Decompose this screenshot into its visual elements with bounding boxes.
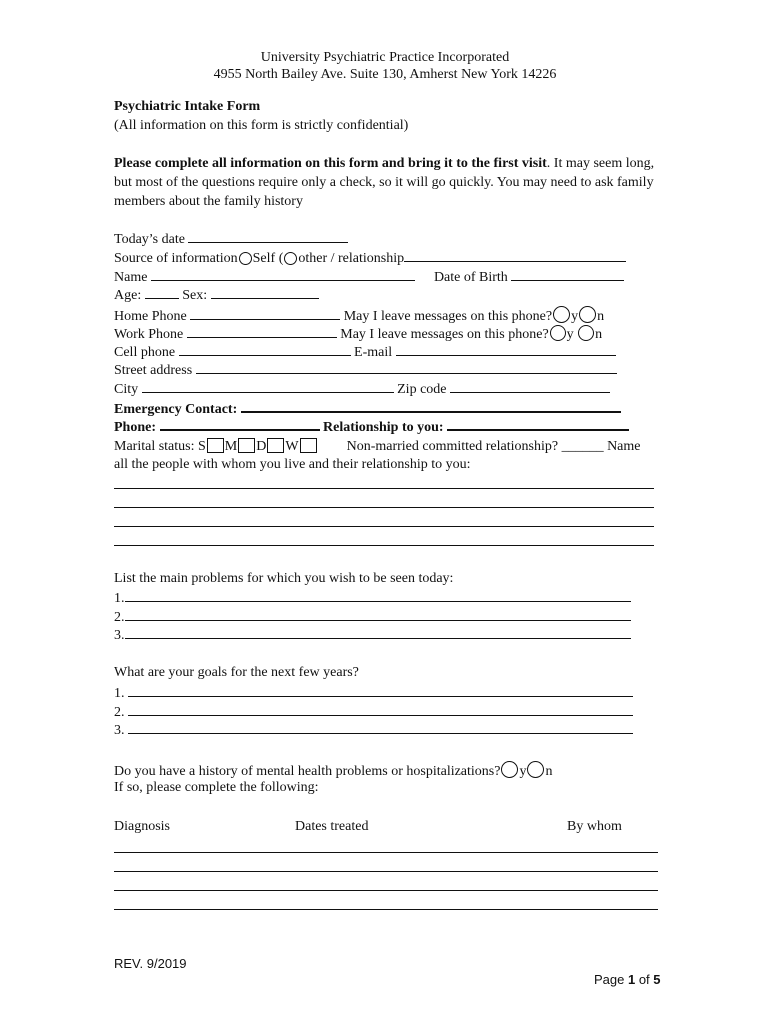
page-prefix: Page — [594, 972, 628, 987]
street-row — [114, 362, 617, 379]
cell-phone-label: Cell phone — [114, 345, 176, 360]
problems-prompt: List the main problems for which you wish to be seen today: — [114, 571, 454, 586]
work-msg-yes-label: y — [566, 327, 574, 342]
goal-field-2[interactable] — [128, 704, 633, 716]
home-msg-no-radio[interactable] — [579, 306, 596, 323]
emergency-relationship-field[interactable] — [447, 418, 629, 431]
live-with-line-3[interactable] — [114, 526, 654, 527]
marital-label: Marital status: S — [114, 439, 206, 454]
problem-field-2[interactable] — [125, 609, 631, 621]
name-field[interactable] — [151, 269, 415, 281]
problem-number-3: 3. — [114, 628, 125, 643]
email-field[interactable] — [396, 344, 616, 356]
home-msg-label: May I leave messages on this phone? — [343, 309, 553, 324]
history-no-label: n — [545, 764, 553, 779]
intro-line-2: but most of the questions require only a check, so it will go quickly. You may need to ask family — [114, 175, 654, 190]
cell-email-row — [114, 344, 616, 361]
dob-label: Date of Birth — [433, 270, 508, 285]
page-of: of — [635, 972, 654, 987]
problem-item-3 — [114, 627, 631, 644]
page-current: 1 — [627, 972, 636, 987]
work-phone-row — [114, 325, 602, 343]
history-yes-radio[interactable] — [501, 761, 518, 778]
emergency-row — [114, 400, 621, 418]
marital-w-label: W — [285, 439, 299, 454]
source-row — [114, 250, 626, 267]
home-phone-label: Home Phone — [114, 309, 187, 324]
other-radio[interactable] — [284, 252, 297, 265]
city-label: City — [114, 382, 139, 397]
page-number — [594, 972, 661, 988]
col-diagnosis: Diagnosis — [114, 819, 170, 834]
phone-label: Phone: — [114, 420, 156, 435]
age-field[interactable] — [145, 287, 179, 299]
form-title: Psychiatric Intake Form — [114, 99, 261, 114]
problem-number-2: 2. — [114, 610, 125, 625]
goal-number-2: 2. — [114, 705, 125, 720]
email-label: E-mail — [354, 345, 393, 360]
history-followup: If so, please complete the following: — [114, 780, 319, 795]
dob-field[interactable] — [511, 269, 624, 281]
col-by-whom: By whom — [567, 819, 622, 834]
todays-date-label: Today’s date — [114, 232, 185, 247]
marital-married-checkbox[interactable] — [238, 438, 255, 453]
goal-number-3: 3. — [114, 723, 125, 738]
other-label: other / relationship — [298, 251, 405, 266]
work-msg-yes-radio[interactable] — [550, 325, 566, 341]
todays-date-field[interactable] — [188, 231, 348, 243]
goal-item-1 — [114, 685, 633, 702]
goal-field-1[interactable] — [128, 685, 633, 697]
marital-divorced-checkbox[interactable] — [267, 438, 284, 453]
relationship-field[interactable] — [404, 250, 626, 262]
zip-label: Zip code — [397, 382, 447, 397]
problem-item-1 — [114, 590, 631, 607]
marital-widowed-checkbox[interactable] — [300, 438, 317, 453]
live-with-line-4[interactable] — [114, 545, 654, 546]
age-sex-row — [114, 287, 319, 304]
phone-rel-row — [114, 418, 629, 436]
problem-field-1[interactable] — [125, 590, 631, 602]
intro-line-3: members about the family history — [114, 194, 303, 209]
work-msg-no-radio[interactable] — [578, 325, 594, 341]
history-line-3[interactable] — [114, 890, 658, 891]
emergency-field[interactable] — [241, 400, 621, 413]
city-zip-row — [114, 381, 610, 398]
goal-number-1: 1. — [114, 686, 125, 701]
sex-label: Sex: — [182, 288, 208, 303]
problem-field-3[interactable] — [125, 627, 631, 639]
name-row — [114, 269, 624, 286]
history-line-4[interactable] — [114, 909, 658, 910]
emergency-label: Emergency Contact: — [114, 402, 238, 417]
home-phone-row — [114, 306, 604, 325]
marital-single-checkbox[interactable] — [207, 438, 224, 453]
page-total: 5 — [653, 972, 661, 987]
col-dates-treated: Dates treated — [295, 819, 369, 834]
emergency-phone-field[interactable] — [160, 418, 320, 431]
history-question: Do you have a history of mental health problems or hospitalizations? — [114, 764, 501, 779]
street-field[interactable] — [196, 362, 617, 374]
source-label: Source of information — [114, 251, 238, 266]
city-field[interactable] — [142, 381, 394, 393]
history-yes-label: y — [519, 764, 527, 779]
age-label: Age: — [114, 288, 142, 303]
intro-line-1 — [114, 156, 654, 172]
self-label: Self ( — [252, 251, 284, 266]
org-address: 4955 North Bailey Ave. Suite 130, Amherst New York 14226 — [213, 67, 557, 82]
org-name: University Psychiatric Practice Incorporated — [260, 50, 510, 65]
problem-number-1: 1. — [114, 591, 125, 606]
sex-field[interactable] — [211, 287, 319, 299]
live-with-label: all the people with whom you live and their relationship to you: — [114, 457, 471, 472]
live-with-line-2[interactable] — [114, 507, 654, 508]
problem-item-2 — [114, 609, 631, 626]
cell-phone-field[interactable] — [179, 344, 351, 356]
self-radio[interactable] — [239, 252, 252, 265]
home-msg-yes-radio[interactable] — [553, 306, 570, 323]
home-msg-yes-label: y — [571, 309, 579, 324]
history-line-1[interactable] — [114, 852, 658, 853]
work-phone-field[interactable] — [187, 326, 337, 338]
work-msg-label: May I leave messages on this phone? — [340, 327, 549, 342]
marital-m-label: M — [224, 439, 238, 454]
work-msg-no-label: n — [595, 327, 603, 342]
name-label: Name — [114, 270, 148, 285]
zip-field[interactable] — [450, 381, 610, 393]
todays-date-row — [114, 231, 348, 248]
marital-row — [114, 438, 641, 455]
street-label: Street address — [114, 363, 193, 378]
intro-rest: . It may seem long, — [546, 156, 655, 171]
relationship-label: Relationship to you: — [323, 420, 444, 435]
history-line-2[interactable] — [114, 871, 658, 872]
intro-bold: Please complete all information on this form and bring it to the first visit — [114, 156, 547, 171]
history-no-radio[interactable] — [527, 761, 544, 778]
goal-field-3[interactable] — [128, 722, 633, 734]
goal-item-3 — [114, 722, 633, 739]
home-msg-no-label: n — [597, 309, 605, 324]
history-question-row — [114, 761, 552, 780]
nonmarried-label: Non-married committed relationship? ______ Name — [346, 439, 641, 454]
work-phone-label: Work Phone — [114, 327, 184, 342]
goal-item-2 — [114, 704, 633, 721]
goals-prompt: What are your goals for the next few years? — [114, 665, 359, 680]
marital-d-label: D — [256, 439, 267, 454]
revision-label: REV. 9/2019 — [114, 956, 187, 971]
form-subtitle: (All information on this form is strictly confidential) — [114, 118, 409, 133]
live-with-line-1[interactable] — [114, 488, 654, 489]
home-phone-field[interactable] — [190, 308, 340, 320]
